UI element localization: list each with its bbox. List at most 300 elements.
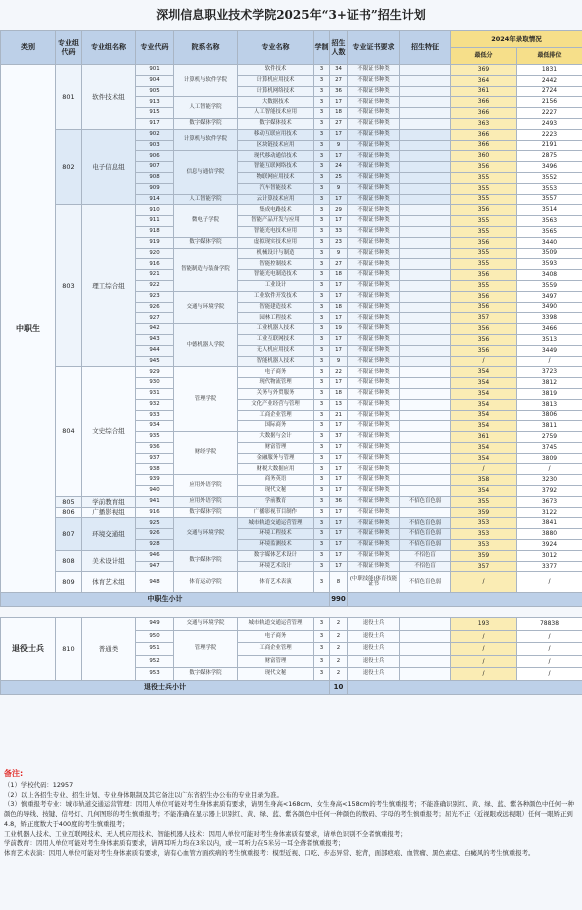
min-score: 369 <box>451 65 517 76</box>
college-name: 人工智能学院 <box>174 97 238 119</box>
duration: 3 <box>314 388 330 399</box>
duration: 3 <box>314 118 330 129</box>
min-score: 354 <box>451 486 517 497</box>
major-name: 智能互联网络技术 <box>238 162 314 173</box>
min-score: / <box>451 668 517 681</box>
feature <box>400 432 451 443</box>
min-score: 354 <box>451 410 517 421</box>
major-name: 现代文秘 <box>238 486 314 497</box>
feature <box>400 97 451 108</box>
cert-requirement: 不限证书种类 <box>348 561 400 572</box>
duration: 3 <box>314 75 330 86</box>
cert-requirement: 不限证书种类 <box>348 496 400 507</box>
duration: 3 <box>314 367 330 378</box>
min-score: 355 <box>451 216 517 227</box>
cert-requirement: 不限证书种类 <box>348 507 400 518</box>
table-row <box>1 618 582 631</box>
min-rank: 3924 <box>517 540 582 551</box>
quota: 18 <box>330 388 348 399</box>
cert-requirement: 不限证书种类 <box>348 65 400 76</box>
major-code: 938 <box>136 464 174 475</box>
min-score: 353 <box>451 518 517 529</box>
min-score: 356 <box>451 345 517 356</box>
duration: 3 <box>314 421 330 432</box>
quota: 8 <box>330 572 348 593</box>
subtotal-quota: 10 <box>330 680 348 694</box>
major-name: 学前教育 <box>238 496 314 507</box>
min-rank: 3880 <box>517 529 582 540</box>
feature <box>400 442 451 453</box>
min-rank: 3673 <box>517 496 582 507</box>
quota: 17 <box>330 280 348 291</box>
feature <box>400 75 451 86</box>
quota: 17 <box>330 129 348 140</box>
min-score: 354 <box>451 399 517 410</box>
quota: 27 <box>330 259 348 270</box>
header-min-rank: 最低排位 <box>517 48 582 65</box>
quota: 17 <box>330 421 348 432</box>
min-score: 354 <box>451 453 517 464</box>
cert-requirement: 不限证书种类 <box>348 75 400 86</box>
table-row <box>1 129 582 140</box>
feature <box>400 324 451 335</box>
min-rank: / <box>517 655 582 668</box>
min-score: 366 <box>451 129 517 140</box>
min-score: / <box>451 356 517 367</box>
major-code: 937 <box>136 453 174 464</box>
college-name: 微电子学院 <box>174 205 238 237</box>
college-name: 数字媒体学院 <box>174 507 238 518</box>
quota: 17 <box>330 529 348 540</box>
major-name: 工业互联网技术 <box>238 334 314 345</box>
college-name: 数字媒体学院 <box>174 118 238 129</box>
quota: 19 <box>330 324 348 335</box>
quota: 17 <box>330 151 348 162</box>
min-rank: 3490 <box>517 302 582 313</box>
cert-requirement: 不限证书种类 <box>348 356 400 367</box>
cert-requirement: 不限证书种类 <box>348 432 400 443</box>
cert-requirement: 不限证书种类 <box>348 378 400 389</box>
major-name: 智能产品开发与应用 <box>238 216 314 227</box>
major-name: 智能光电技术应用 <box>238 226 314 237</box>
feature <box>400 259 451 270</box>
quota: 27 <box>330 118 348 129</box>
min-rank: 2227 <box>517 108 582 119</box>
major-code: 927 <box>136 313 174 324</box>
feature <box>400 205 451 216</box>
quota: 2 <box>330 643 348 656</box>
major-name: 数字媒体艺术设计 <box>238 550 314 561</box>
feature <box>400 367 451 378</box>
major-name: 城市轨道交通运营管理 <box>238 518 314 529</box>
duration: 3 <box>314 291 330 302</box>
min-rank: 3806 <box>517 410 582 421</box>
major-name: 软件技术 <box>238 65 314 76</box>
min-score: 359 <box>451 550 517 561</box>
table-row <box>1 65 582 76</box>
min-score: 357 <box>451 313 517 324</box>
college-name: 数字媒体学院 <box>174 237 238 248</box>
table-row <box>1 550 582 561</box>
feature <box>400 226 451 237</box>
cert-requirement: 不限证书种类 <box>348 486 400 497</box>
duration: 3 <box>314 226 330 237</box>
duration: 3 <box>314 162 330 173</box>
min-rank: 3557 <box>517 194 582 205</box>
major-code: 931 <box>136 388 174 399</box>
quota: 2 <box>330 630 348 643</box>
duration: 3 <box>314 540 330 551</box>
min-score: 357 <box>451 561 517 572</box>
quota: 17 <box>330 561 348 572</box>
feature <box>400 345 451 356</box>
college-name: 交通与环境学院 <box>174 618 238 631</box>
duration: 3 <box>314 334 330 345</box>
quota: 27 <box>330 75 348 86</box>
duration: 3 <box>314 129 330 140</box>
cert-requirement: 不限证书种类 <box>348 194 400 205</box>
major-name: 虚拟现实技术应用 <box>238 237 314 248</box>
major-code: 911 <box>136 216 174 227</box>
major-code: 942 <box>136 324 174 335</box>
quota: 17 <box>330 334 348 345</box>
min-score: 355 <box>451 194 517 205</box>
major-code: 948 <box>136 572 174 593</box>
min-score: 355 <box>451 248 517 259</box>
category-cell: 中职生 <box>1 65 56 593</box>
duration: 3 <box>314 378 330 389</box>
cert-requirement: 不限证书种类 <box>348 162 400 173</box>
duration: 3 <box>314 97 330 108</box>
cert-requirement: 不限证书种类 <box>348 334 400 345</box>
feature <box>400 129 451 140</box>
major-name: 云计算技术应用 <box>238 194 314 205</box>
min-rank: 3514 <box>517 205 582 216</box>
min-rank: 2156 <box>517 97 582 108</box>
min-score: 356 <box>451 324 517 335</box>
duration: 3 <box>314 86 330 97</box>
min-score: 356 <box>451 162 517 173</box>
college-name: 应用外语学院 <box>174 496 238 507</box>
header-admission: 2024年录取情况 <box>451 31 582 48</box>
duration: 3 <box>314 183 330 194</box>
college-name: 计算机与软件学院 <box>174 129 238 151</box>
min-rank: 3513 <box>517 334 582 345</box>
min-score: 356 <box>451 270 517 281</box>
min-rank: 3809 <box>517 453 582 464</box>
cert-requirement: 不限证书种类 <box>348 183 400 194</box>
major-name: 关务与外贸服务 <box>238 388 314 399</box>
quota: 36 <box>330 86 348 97</box>
quota: 17 <box>330 216 348 227</box>
cert-requirement: 不限证书种类 <box>348 129 400 140</box>
feature <box>400 410 451 421</box>
min-rank: 3792 <box>517 486 582 497</box>
min-rank: 1831 <box>517 65 582 76</box>
major-code: 916 <box>136 507 174 518</box>
feature <box>400 421 451 432</box>
min-score: 354 <box>451 378 517 389</box>
major-code: 916 <box>136 259 174 270</box>
feature <box>400 388 451 399</box>
min-rank: 3593 <box>517 259 582 270</box>
quota: 17 <box>330 486 348 497</box>
feature <box>400 464 451 475</box>
major-name: 计算机网络技术 <box>238 86 314 97</box>
min-rank: / <box>517 356 582 367</box>
min-score: / <box>451 630 517 643</box>
duration: 3 <box>314 630 330 643</box>
min-score: 355 <box>451 172 517 183</box>
duration: 3 <box>314 442 330 453</box>
major-name: 环境监测技术 <box>238 540 314 551</box>
cert-requirement: 不限证书种类 <box>348 248 400 259</box>
quota: 21 <box>330 410 348 421</box>
quota: 13 <box>330 399 348 410</box>
feature <box>400 194 451 205</box>
min-rank: 2493 <box>517 118 582 129</box>
min-rank: 3497 <box>517 291 582 302</box>
quota: 17 <box>330 550 348 561</box>
quota: 18 <box>330 108 348 119</box>
major-code: 902 <box>136 129 174 140</box>
min-score: 356 <box>451 237 517 248</box>
major-code: 917 <box>136 118 174 129</box>
duration: 3 <box>314 529 330 540</box>
cert-requirement: 不限证书种类 <box>348 529 400 540</box>
table-row <box>1 205 582 216</box>
quota: 17 <box>330 291 348 302</box>
duration: 3 <box>314 464 330 475</box>
header-college: 院系名称 <box>174 31 238 65</box>
college-name: 计算机与软件学院 <box>174 65 238 97</box>
major-name: 金融服务与管理 <box>238 453 314 464</box>
major-name: 工业软件开发技术 <box>238 291 314 302</box>
feature <box>400 65 451 76</box>
header-min-score: 最低分 <box>451 48 517 65</box>
quota: 17 <box>330 507 348 518</box>
min-rank: 3723 <box>517 367 582 378</box>
major-code: 922 <box>136 280 174 291</box>
major-name: 汽车智能技术 <box>238 183 314 194</box>
cert-requirement: 不限证书种类 <box>348 97 400 108</box>
duration: 3 <box>314 172 330 183</box>
min-score: 355 <box>451 183 517 194</box>
cert-requirement: 不限证书种类 <box>348 291 400 302</box>
major-code: 914 <box>136 194 174 205</box>
major-name: 工业设计 <box>238 280 314 291</box>
min-rank: 3745 <box>517 442 582 453</box>
feature <box>400 486 451 497</box>
cert-requirement: 不限证书种类 <box>348 140 400 151</box>
major-code: 923 <box>136 291 174 302</box>
quota: 34 <box>330 65 348 76</box>
group-name: 电子信息组 <box>82 129 136 205</box>
duration: 3 <box>314 216 330 227</box>
min-rank: 3496 <box>517 162 582 173</box>
feature: 不招色盲 <box>400 550 451 561</box>
major-code: 932 <box>136 399 174 410</box>
group-code: 803 <box>56 205 82 367</box>
min-rank: 2223 <box>517 129 582 140</box>
major-name: 智能光电制造技术 <box>238 270 314 281</box>
major-code: 930 <box>136 378 174 389</box>
major-name: 环境工程技术 <box>238 529 314 540</box>
min-rank: 3449 <box>517 345 582 356</box>
cert-requirement: 退役士兵 <box>348 618 400 631</box>
major-code: 905 <box>136 86 174 97</box>
college-name: 交通与环境学院 <box>174 291 238 323</box>
min-score: 363 <box>451 118 517 129</box>
major-code: 910 <box>136 205 174 216</box>
min-score: 354 <box>451 367 517 378</box>
quota: 17 <box>330 442 348 453</box>
major-code: 908 <box>136 172 174 183</box>
duration: 3 <box>314 399 330 410</box>
cert-requirement: 不限证书种类 <box>348 453 400 464</box>
min-rank: / <box>517 630 582 643</box>
major-code: 913 <box>136 97 174 108</box>
quota: 18 <box>330 302 348 313</box>
cert-requirement: 不限证书种类 <box>348 259 400 270</box>
quota: 17 <box>330 194 348 205</box>
header-feature: 招生特征 <box>400 31 451 65</box>
cert-requirement: 不限证书种类 <box>348 270 400 281</box>
subtotal-quota: 990 <box>330 593 348 607</box>
min-score: 353 <box>451 540 517 551</box>
header-major-code: 专业代码 <box>136 31 174 65</box>
duration: 3 <box>314 280 330 291</box>
quota: 17 <box>330 313 348 324</box>
page-title: 深圳信息职业技术学院2025年“3+证书”招生计划 <box>0 0 582 31</box>
major-name: 人工智能技术应用 <box>238 108 314 119</box>
quota: 23 <box>330 237 348 248</box>
cert-requirement: 退役士兵 <box>348 655 400 668</box>
major-code: 951 <box>136 643 174 656</box>
major-code: 946 <box>136 550 174 561</box>
cert-requirement: 不限证书种类 <box>348 540 400 551</box>
min-rank: 3559 <box>517 280 582 291</box>
min-score: 356 <box>451 334 517 345</box>
major-name: 城市轨道交通运营管理 <box>238 618 314 631</box>
min-rank: 3440 <box>517 237 582 248</box>
min-score: 354 <box>451 421 517 432</box>
major-name: 现代物流管理 <box>238 378 314 389</box>
cert-requirement: 不限证书种类 <box>348 550 400 561</box>
duration: 3 <box>314 345 330 356</box>
min-rank: 2875 <box>517 151 582 162</box>
major-code: 904 <box>136 75 174 86</box>
min-score: 355 <box>451 496 517 507</box>
cert-requirement: 不限证书种类 <box>348 442 400 453</box>
min-score: 358 <box>451 475 517 486</box>
cert-requirement: 退役士兵 <box>348 630 400 643</box>
min-score: 360 <box>451 151 517 162</box>
duration: 3 <box>314 410 330 421</box>
major-name: 国际商务 <box>238 421 314 432</box>
quota: 36 <box>330 496 348 507</box>
major-code: 953 <box>136 668 174 681</box>
feature: 不招色盲色弱 <box>400 540 451 551</box>
feature <box>400 313 451 324</box>
cert-requirement: 不限证书种类 <box>348 324 400 335</box>
quota: 22 <box>330 367 348 378</box>
group-code: 808 <box>56 550 82 572</box>
major-code: 929 <box>136 367 174 378</box>
feature <box>400 291 451 302</box>
duration: 3 <box>314 518 330 529</box>
table-row <box>1 367 582 378</box>
feature <box>400 356 451 367</box>
group-code: 806 <box>56 507 82 518</box>
duration: 3 <box>314 618 330 631</box>
quota: 2 <box>330 668 348 681</box>
quota: 17 <box>330 453 348 464</box>
group-name: 体育艺术组 <box>82 572 136 593</box>
min-score: 355 <box>451 226 517 237</box>
major-code: 940 <box>136 486 174 497</box>
major-name: 机械设计与制造 <box>238 248 314 259</box>
cert-requirement: 不限证书种类 <box>348 421 400 432</box>
min-rank: 3012 <box>517 550 582 561</box>
duration: 3 <box>314 237 330 248</box>
major-code: 909 <box>136 183 174 194</box>
min-score: 366 <box>451 140 517 151</box>
major-name: 智能控制技术 <box>238 259 314 270</box>
feature <box>400 475 451 486</box>
feature <box>400 453 451 464</box>
major-code: 919 <box>136 237 174 248</box>
group-name: 普通类 <box>82 618 136 681</box>
group-name: 学前教育组 <box>82 496 136 507</box>
major-name: 物联网应用技术 <box>238 172 314 183</box>
group-name: 文史综合组 <box>82 367 136 497</box>
notes-section <box>4 767 578 859</box>
subtotal-label: 中职生小计 <box>1 593 330 607</box>
min-rank: 2724 <box>517 86 582 97</box>
table-row <box>1 507 582 518</box>
duration: 3 <box>314 453 330 464</box>
group-code: 809 <box>56 572 82 593</box>
college-name: 体育运动学院 <box>174 572 238 593</box>
major-code: 928 <box>136 540 174 551</box>
college-name: 数字媒体学院 <box>174 668 238 681</box>
major-name: 财富管理 <box>238 442 314 453</box>
duration: 3 <box>314 507 330 518</box>
quota: 24 <box>330 162 348 173</box>
college-name: 人工智能学院 <box>174 194 238 205</box>
group-code: 810 <box>56 618 82 681</box>
feature: 不招色盲色弱 <box>400 496 451 507</box>
feature <box>400 183 451 194</box>
major-name: 电子商务 <box>238 630 314 643</box>
major-name: 工业机器人技术 <box>238 324 314 335</box>
min-rank: 3377 <box>517 561 582 572</box>
quota: 9 <box>330 140 348 151</box>
min-score: 354 <box>451 442 517 453</box>
header-major: 专业名称 <box>238 31 314 65</box>
duration: 3 <box>314 151 330 162</box>
min-score: / <box>451 655 517 668</box>
duration: 3 <box>314 205 330 216</box>
quota: 17 <box>330 97 348 108</box>
note-line: （1）学校代码：12957 <box>4 781 74 789</box>
cert-requirement: 不限证书种类 <box>348 226 400 237</box>
duration: 3 <box>314 248 330 259</box>
group-name: 广播影视组 <box>82 507 136 518</box>
cert-requirement: 不限证书种类 <box>348 367 400 378</box>
cert-requirement: 不限证书种类 <box>348 216 400 227</box>
